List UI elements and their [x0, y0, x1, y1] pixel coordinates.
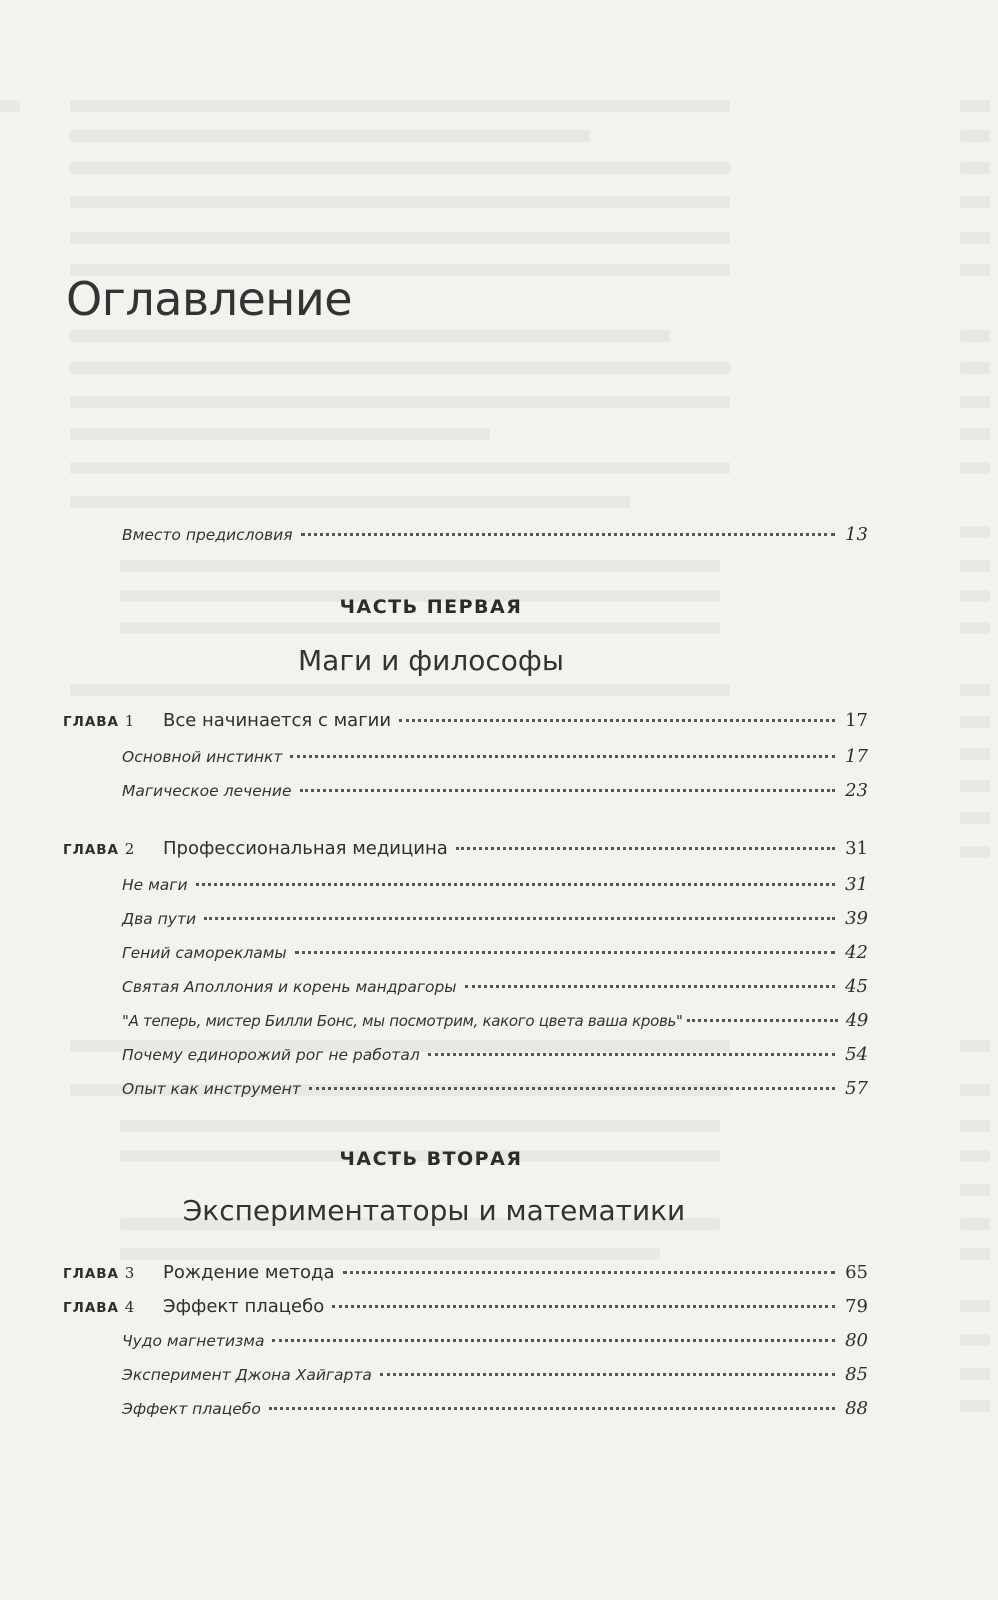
- page-title: Оглавление: [66, 272, 353, 326]
- section-label: Не маги: [122, 876, 188, 894]
- entry-label: Вместо предисловия: [122, 526, 293, 544]
- toc-section[interactable]: [122, 1364, 868, 1385]
- dot-leader: [269, 1407, 835, 1410]
- chapter-label: ГЛАВА 4: [63, 1298, 135, 1316]
- page-number: 13: [845, 524, 868, 545]
- toc-chapter[interactable]: [63, 1296, 868, 1317]
- section-label: Почему единорожий рог не работал: [122, 1046, 420, 1064]
- page-number: 39: [845, 908, 868, 929]
- chapter-title: Рождение метода: [163, 1262, 335, 1283]
- toc-chapter[interactable]: [63, 838, 868, 859]
- dot-leader: [301, 533, 836, 536]
- toc-chapter[interactable]: [63, 710, 868, 731]
- dot-leader: [204, 917, 835, 920]
- page-number: 85: [845, 1364, 868, 1385]
- page-number: 45: [845, 976, 868, 997]
- chapter-title: Эффект плацебо: [163, 1296, 325, 1317]
- section-label: Два пути: [122, 910, 197, 928]
- dot-leader: [380, 1373, 835, 1376]
- chapter-label: ГЛАВА 2: [63, 840, 135, 858]
- page-number: 80: [845, 1330, 868, 1351]
- toc-entry-preface[interactable]: [122, 524, 868, 545]
- section-label: Чудо магнетизма: [122, 1332, 265, 1350]
- page-number: 31: [845, 874, 868, 895]
- chapter-title: Все начинается с магии: [163, 710, 392, 731]
- page-number: 88: [845, 1398, 868, 1419]
- page-number: 23: [845, 780, 868, 801]
- chapter-title: Профессиональная медицина: [163, 838, 448, 859]
- page-number: 17: [845, 710, 868, 731]
- dot-leader: [428, 1053, 835, 1056]
- section-label: Святая Аполлония и корень мандрагоры: [122, 978, 457, 996]
- page-number: 17: [845, 746, 868, 767]
- dot-leader: [295, 951, 835, 954]
- toc-section[interactable]: [122, 780, 868, 801]
- chapter-label: ГЛАВА 1: [63, 712, 135, 730]
- dot-leader: [300, 789, 836, 792]
- page-number: 49: [845, 1010, 868, 1031]
- section-label: Гений саморекламы: [122, 944, 287, 962]
- section-label: Основной инстинкт: [122, 748, 283, 766]
- part-title: Экспериментаторы и математики: [182, 1194, 686, 1227]
- page-number: 57: [845, 1078, 868, 1099]
- dot-leader: [343, 1271, 836, 1274]
- page-number: 65: [845, 1262, 868, 1283]
- toc-section[interactable]: [122, 1044, 868, 1065]
- toc-section[interactable]: [122, 1078, 868, 1099]
- dot-leader: [272, 1339, 835, 1342]
- toc-chapter[interactable]: [63, 1262, 868, 1283]
- section-label: Магическое лечение: [122, 782, 292, 800]
- toc-section[interactable]: [122, 908, 868, 929]
- page-number: 54: [845, 1044, 868, 1065]
- section-label: "А теперь, мистер Билли Бонс, мы посмотрим, какого цвета ваша кровь": [122, 1012, 683, 1030]
- dot-leader: [309, 1087, 835, 1090]
- part-label: ЧАСТЬ ПЕРВАЯ: [339, 596, 523, 618]
- dot-leader: [465, 985, 836, 988]
- dot-leader: [456, 847, 835, 850]
- toc-section[interactable]: [122, 1330, 868, 1351]
- chapter-label: ГЛАВА 3: [63, 1264, 135, 1282]
- page-number: 42: [845, 942, 868, 963]
- dot-leader: [196, 883, 836, 886]
- dot-leader: [399, 719, 835, 722]
- part-title: Маги и философы: [298, 644, 564, 677]
- toc-section[interactable]: [122, 942, 868, 963]
- section-label: Эксперимент Джона Хайгарта: [122, 1366, 372, 1384]
- part-label: ЧАСТЬ ВТОРАЯ: [339, 1148, 523, 1170]
- dot-leader: [687, 1019, 838, 1022]
- toc-section[interactable]: [122, 1398, 868, 1419]
- section-label: Опыт как инструмент: [122, 1080, 301, 1098]
- page-number: 79: [845, 1296, 868, 1317]
- section-label: Эффект плацебо: [122, 1400, 261, 1418]
- dot-leader: [290, 755, 835, 758]
- toc-section[interactable]: [122, 746, 868, 767]
- toc-section[interactable]: [122, 1010, 868, 1031]
- toc-section[interactable]: [122, 874, 868, 895]
- dot-leader: [332, 1305, 835, 1308]
- toc-section[interactable]: [122, 976, 868, 997]
- page-number: 31: [845, 838, 868, 859]
